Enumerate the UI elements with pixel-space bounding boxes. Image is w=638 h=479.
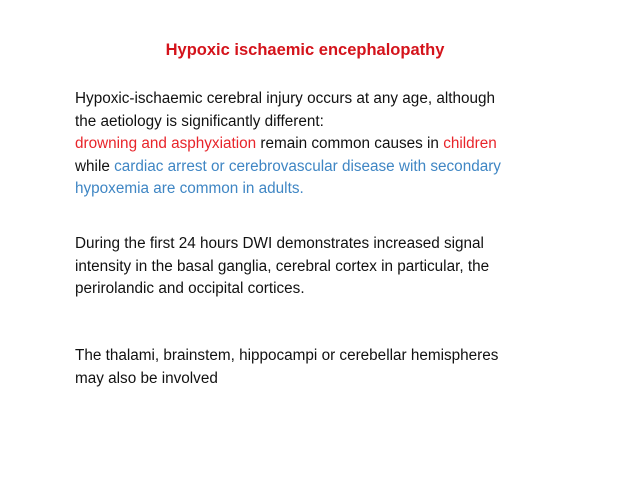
paragraph-line: intensity in the basal ganglia, cerebral cortex in particular, the xyxy=(75,257,490,275)
plain-text: remain common causes in xyxy=(256,135,444,152)
paragraph-involvement xyxy=(75,345,565,390)
paragraph-line: may also be involved xyxy=(75,369,218,387)
paragraph-line: Hypoxic-ischaemic cerebral injury occurs at any age, although xyxy=(75,90,496,107)
highlight-red-text: children xyxy=(443,135,497,152)
paragraph-line: The thalami, brainstem, hippocampi or cerebellar hemispheres xyxy=(75,347,499,364)
paragraph-aetiology xyxy=(75,88,565,201)
highlight-blue-text: hypoxemia are common in adults. xyxy=(75,180,304,197)
slide-title: Hypoxic ischaemic encephalopathy xyxy=(165,41,445,59)
highlight-red-text: drowning and asphyxiation xyxy=(75,135,257,152)
paragraph-dwi xyxy=(75,233,565,301)
paragraph-line: the aetiology is significantly different: xyxy=(75,112,324,130)
highlight-blue-text: cardiac arrest or cerebrovascular disease with secondary xyxy=(114,157,501,175)
paragraph-line: perirolandic and occipital cortices. xyxy=(75,280,305,297)
plain-text: while xyxy=(75,157,115,175)
paragraph-line: During the first 24 hours DWI demonstrates increased signal xyxy=(75,235,484,252)
paragraph-line xyxy=(75,133,565,156)
paragraph-line xyxy=(75,156,565,179)
